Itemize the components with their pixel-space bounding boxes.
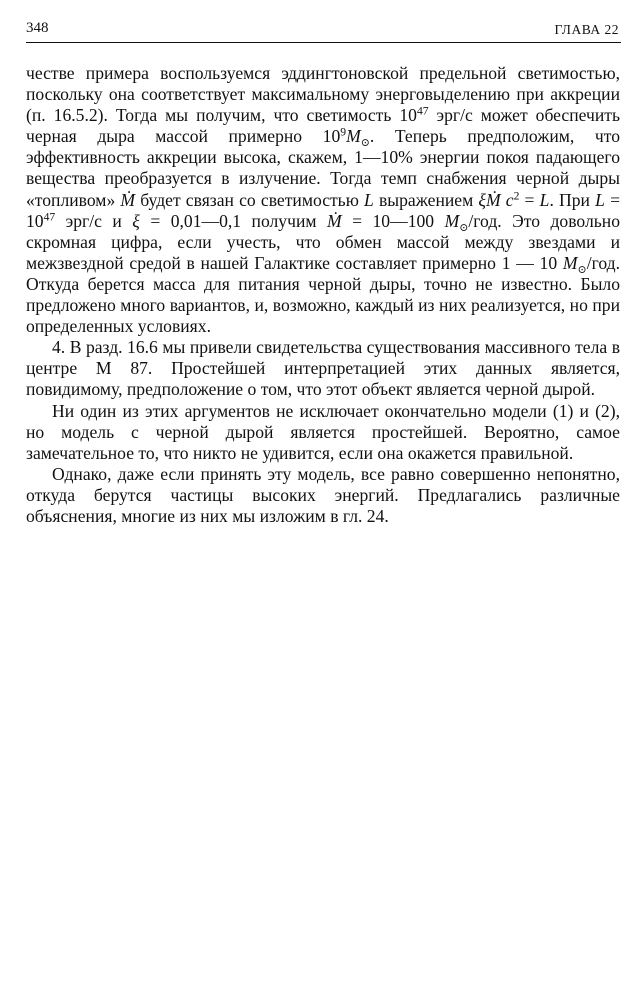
subscript-sun-symbol: ⊙ [577,263,587,276]
page-number: 348 [26,20,49,36]
math-symbol: M [562,252,578,273]
superscript: 2 [513,189,520,203]
body-text [26,63,620,527]
text-run: эрг/с может обеспечить черная дыра массой примерно 10 [26,105,621,147]
text-run: Однако, даже если принять эту модель, все равно совершенно непонятно, откуда берутся частицы высоких энергий. Предлагались различные объяснения, многие из них мы изложим в гл. 24. [26,463,620,526]
paragraph-conclusion [26,401,620,464]
text-run: будет связан со светимостью [135,189,365,210]
text-run: . При [549,189,596,210]
text-run: /год. Откуда берется масса для питания черной дыры, точно не известно. Было предложено много вариантов, и, возможно, каждый из них реализуется, но при определенных условиях. [26,252,620,337]
math-symbol: L [539,189,550,210]
math-symbol: M [346,126,361,147]
superscript: 47 [416,104,429,118]
text-run: эрг/с и [55,210,133,231]
text-run: выражением [373,189,479,210]
math-symbol: L [595,189,605,210]
math-symbol: L [364,189,374,210]
text-run: = 10 [26,189,620,231]
text-run: = 10—100 [341,210,445,231]
text-run: = 0,01—0,1 получим [139,210,327,231]
running-head: ГЛАВА 22 [554,22,619,37]
page-header [26,20,621,43]
text-run: = [519,189,540,210]
math-symbol: M [444,210,460,231]
subscript-sun-symbol: ⊙ [459,221,469,234]
subscript-sun-symbol: ⊙ [360,137,370,150]
paragraph-item-4 [26,337,620,400]
text-run: честве примера воспользуемся эддингтоновской предельной светимостью, поскольку она соответствует максимальному энерговыделению при аккреции (п. 16.5.2). Тогда мы получим, что светимость 10 [26,63,620,126]
text-run: 4. В разд. 16.6 мы привели свидетельства существования массивного тела в центре М 87. Простейшей интерпретацией этих данных является, повидимому, предположение о том, что этот объект является черной дырой. [26,337,620,400]
text-run: /год. Это довольно скромная цифра, если учесть, что обмен массой между звездами и межзвездной средой в нашей Галактике составляет примерно 1 — 10 [26,210,620,273]
math-symbol: Ṁ [326,210,342,231]
math-symbol: ξṀ c [478,189,514,210]
math-symbol: Ṁ [120,189,136,210]
paragraph-final [26,464,620,527]
paragraph-continuation [26,63,620,337]
superscript: 9 [340,125,347,139]
superscript: 47 [43,210,56,224]
math-symbol: ξ [132,210,140,231]
text-run: Ни один из этих аргументов не исключает окончательно модели (1) и (2), но модель с черной дырой является простейшей. Вероятно, самое замечательное то, что никто не удивится, если она окажется правильной. [26,400,620,463]
text-run: . Теперь предположим, что эффективность аккреции высока, скажем, 1—10% энергии покоя падающего вещества преобразуется в излучение. Тогда темп снабжения черной дыры «топливом» [26,126,620,210]
